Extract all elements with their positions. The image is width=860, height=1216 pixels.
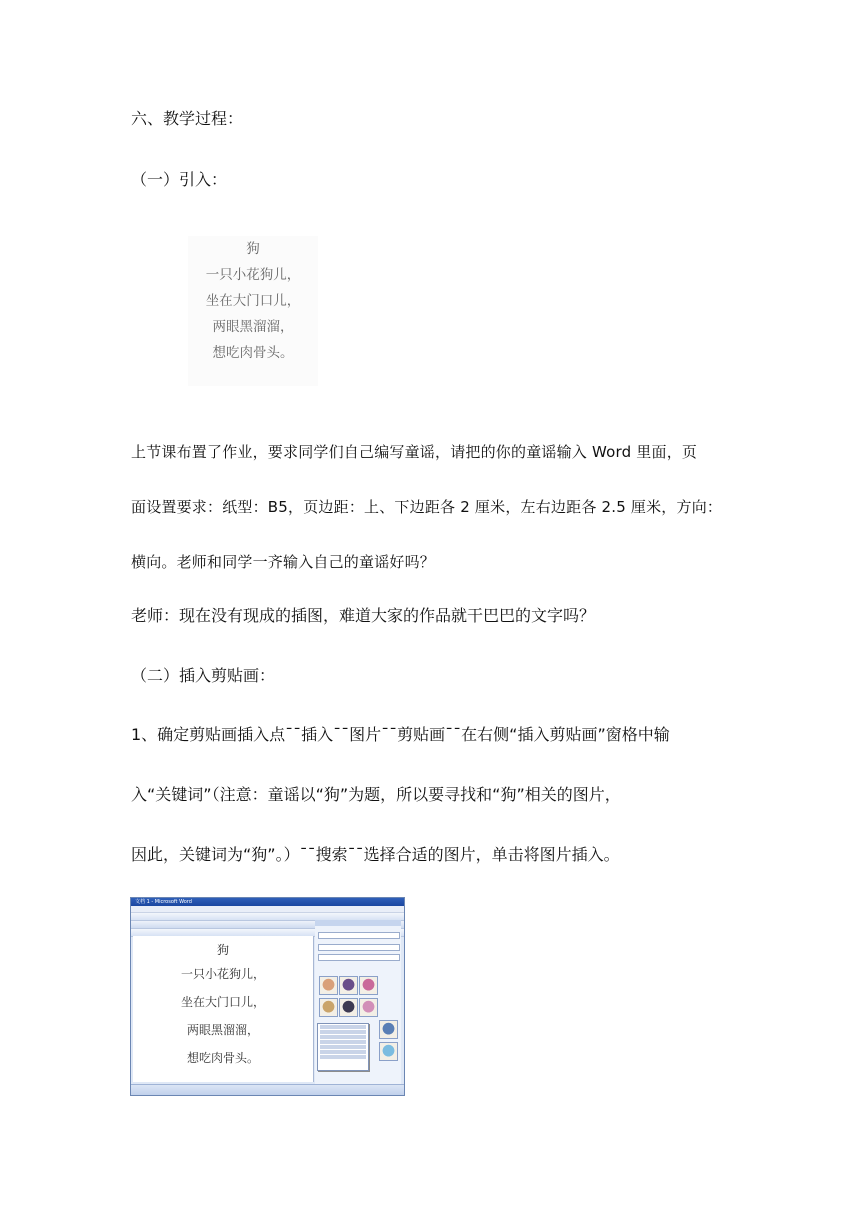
doc-poem-title: 狗 bbox=[216, 943, 229, 957]
assignment-paragraph-line: 上节课布置了作业，要求同学们自己编写童谣，请把的你的童谣输入 Word 里面，页 bbox=[131, 443, 698, 461]
step1-line: 1、确定剪贴画插入点¯¯插入¯¯图片¯¯剪贴画¯¯在右侧“插入剪贴画”窗格中输 bbox=[131, 725, 670, 744]
doc-poem-line: 坐在大门口儿， bbox=[180, 995, 265, 1009]
assignment-paragraph-line: 横向。老师和同学一齐输入自己的童谣好吗？ bbox=[131, 553, 436, 571]
menu-bar bbox=[131, 906, 404, 913]
heading-teaching-process: 六、教学过程： bbox=[131, 109, 244, 128]
word-clipart-screenshot bbox=[130, 897, 405, 1096]
clipart-thumbnail bbox=[339, 976, 358, 995]
clipart-thumbnail bbox=[359, 998, 378, 1017]
step1-line: 因此，关键词为“狗”。）¯¯搜索¯¯选择合适的图片，单击将图片插入。 bbox=[131, 845, 620, 864]
step1-line: 入“关键词”（注意：童谣以“狗”为题，所以要寻找和“狗”相关的图片， bbox=[131, 785, 621, 804]
section-introduction-heading: （一）引入： bbox=[131, 170, 228, 189]
search-scope-select bbox=[318, 944, 400, 951]
section-insert-clipart-heading: （二）插入剪贴画： bbox=[131, 666, 276, 685]
poem-line: 一只小花狗儿， bbox=[205, 267, 301, 283]
clipart-thumbnail bbox=[379, 1042, 398, 1061]
clipart-thumbnail bbox=[339, 998, 358, 1017]
result-type-select bbox=[318, 954, 400, 961]
poem-line: 两眼黑溜溜， bbox=[212, 319, 294, 335]
doc-poem-line: 一只小花狗儿， bbox=[180, 967, 265, 981]
doc-poem-line: 想吃肉骨头。 bbox=[186, 1051, 259, 1065]
clipart-thumbnail bbox=[319, 998, 338, 1017]
poem-image bbox=[188, 236, 318, 386]
clipart-thumbnail bbox=[359, 976, 378, 995]
clipart-thumbnail bbox=[379, 1020, 398, 1039]
poem-line: 坐在大门口儿， bbox=[205, 293, 301, 309]
context-menu bbox=[317, 1023, 369, 1071]
poem-title: 狗 bbox=[246, 241, 260, 257]
teacher-question: 老师：现在没有现成的插图，难道大家的作品就干巴巴的文字吗？ bbox=[131, 606, 596, 625]
assignment-paragraph-line: 面设置要求：纸型：B5，页边距：上、下边距各 2 厘米，左右边距各 2.5 厘米，方向： bbox=[131, 498, 723, 516]
poem-line: 想吃肉骨头。 bbox=[212, 345, 294, 361]
keyword-search-field bbox=[318, 932, 400, 939]
clipart-thumbnail bbox=[319, 976, 338, 995]
status-bar bbox=[131, 1084, 404, 1095]
doc-poem-line: 两眼黑溜溜， bbox=[186, 1023, 259, 1037]
task-pane-header bbox=[315, 920, 401, 926]
window-title-bar: 文档 1 - Microsoft Word bbox=[131, 898, 404, 906]
document-area bbox=[133, 936, 314, 1082]
